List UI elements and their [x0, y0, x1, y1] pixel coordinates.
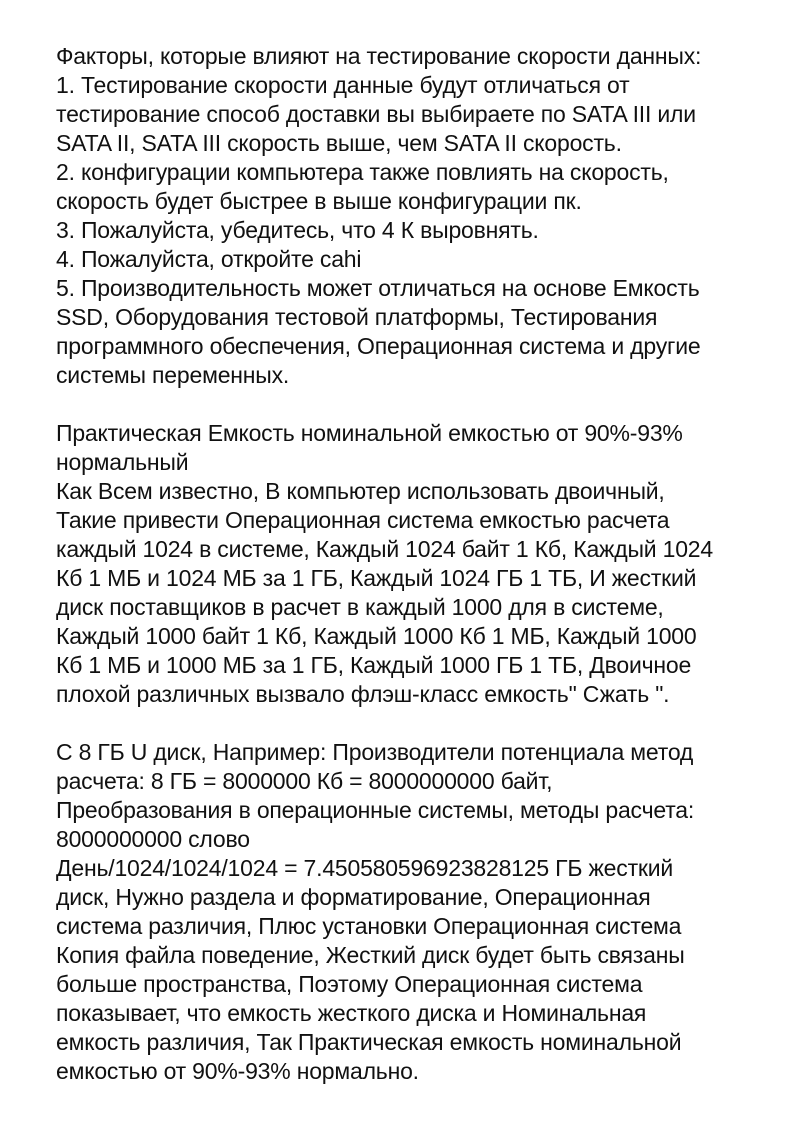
text-line: программного обеспечения, Операционная система и другие: [56, 333, 701, 359]
text-line: емкость различия, Так Практическая емкость номинальной: [56, 1029, 682, 1055]
text-line: 1. Тестирование скорости данные будут отличаться от: [56, 72, 630, 98]
text-line: диск, Нужно раздела и форматирование, Операционная: [56, 884, 651, 910]
document-page: [56, 42, 746, 1086]
text-line: показывает, что емкость жесткого диска и Номинальная: [56, 1000, 647, 1026]
text-line: 3. Пожалуйста, убедитесь, что 4 К выровнять.: [56, 217, 539, 243]
text-line: тестирование способ доставки вы выбираете по SATA III или: [56, 101, 696, 127]
text-line: плохой различных вызвало флэш-класс емкость" Сжать ".: [56, 681, 670, 707]
text-line: 2. конфигурации компьютера также повлиять на скорость,: [56, 159, 669, 185]
text-line: скорость будет быстрее в выше конфигурации пк.: [56, 188, 582, 214]
text-line: расчета: 8 ГБ = 8000000 Кб = 8000000000 байт,: [56, 768, 553, 794]
text-line: больше пространства, Поэтому Операционная система: [56, 971, 643, 997]
text-line: Как Всем известно, В компьютер использовать двоичный,: [56, 478, 665, 504]
text-line: диск поставщиков в расчет в каждый 1000 для в системе,: [56, 594, 664, 620]
text-line: С 8 ГБ U диск, Например: Производители потенциала метод: [56, 739, 694, 765]
speed-factors-paragraph: [56, 42, 746, 390]
text-line: Факторы, которые влияют на тестирование скорости данных:: [56, 43, 702, 69]
text-line: система различия, Плюс установки Операционная система: [56, 913, 682, 939]
text-line: каждый 1024 в системе, Каждый 1024 байт 1 Кб, Каждый 1024: [56, 536, 713, 562]
paragraph-gap: [56, 390, 746, 419]
text-line: 5. Производительность может отличаться на основе Емкость: [56, 275, 700, 301]
text-line: системы переменных.: [56, 362, 290, 388]
example-paragraph: [56, 738, 746, 1086]
text-line: Каждый 1000 байт 1 Кб, Каждый 1000 Кб 1 МБ, Каждый 1000: [56, 623, 697, 649]
text-line: SATA II, SATA III скорость выше, чем SATA II скорость.: [56, 130, 622, 156]
text-line: SSD, Оборудования тестовой платформы, Тестирования: [56, 304, 658, 330]
text-line: 4. Пожалуйста, откройте cahi: [56, 246, 362, 272]
text-line: Практическая Емкость номинальной емкостью от 90%-93%: [56, 420, 683, 446]
text-line: Кб 1 МБ и 1024 МБ за 1 ГБ, Каждый 1024 ГБ 1 ТБ, И жесткий: [56, 565, 697, 591]
text-line: Кб 1 МБ и 1000 МБ за 1 ГБ, Каждый 1000 ГБ 1 ТБ, Двоичное: [56, 652, 692, 678]
text-line: нормальный: [56, 449, 189, 475]
capacity-paragraph: [56, 419, 746, 709]
text-line: День/1024/1024/1024 = 7.450580596923828125 ГБ жесткий: [56, 855, 674, 881]
text-line: емкостью от 90%-93% нормально.: [56, 1058, 419, 1084]
text-line: 8000000000 слово: [56, 826, 250, 852]
text-line: Такие привести Операционная система емкостью расчета: [56, 507, 670, 533]
text-line: Преобразования в операционные системы, методы расчета:: [56, 797, 695, 823]
text-line: Копия файла поведение, Жесткий диск будет быть связаны: [56, 942, 685, 968]
paragraph-gap: [56, 709, 746, 738]
